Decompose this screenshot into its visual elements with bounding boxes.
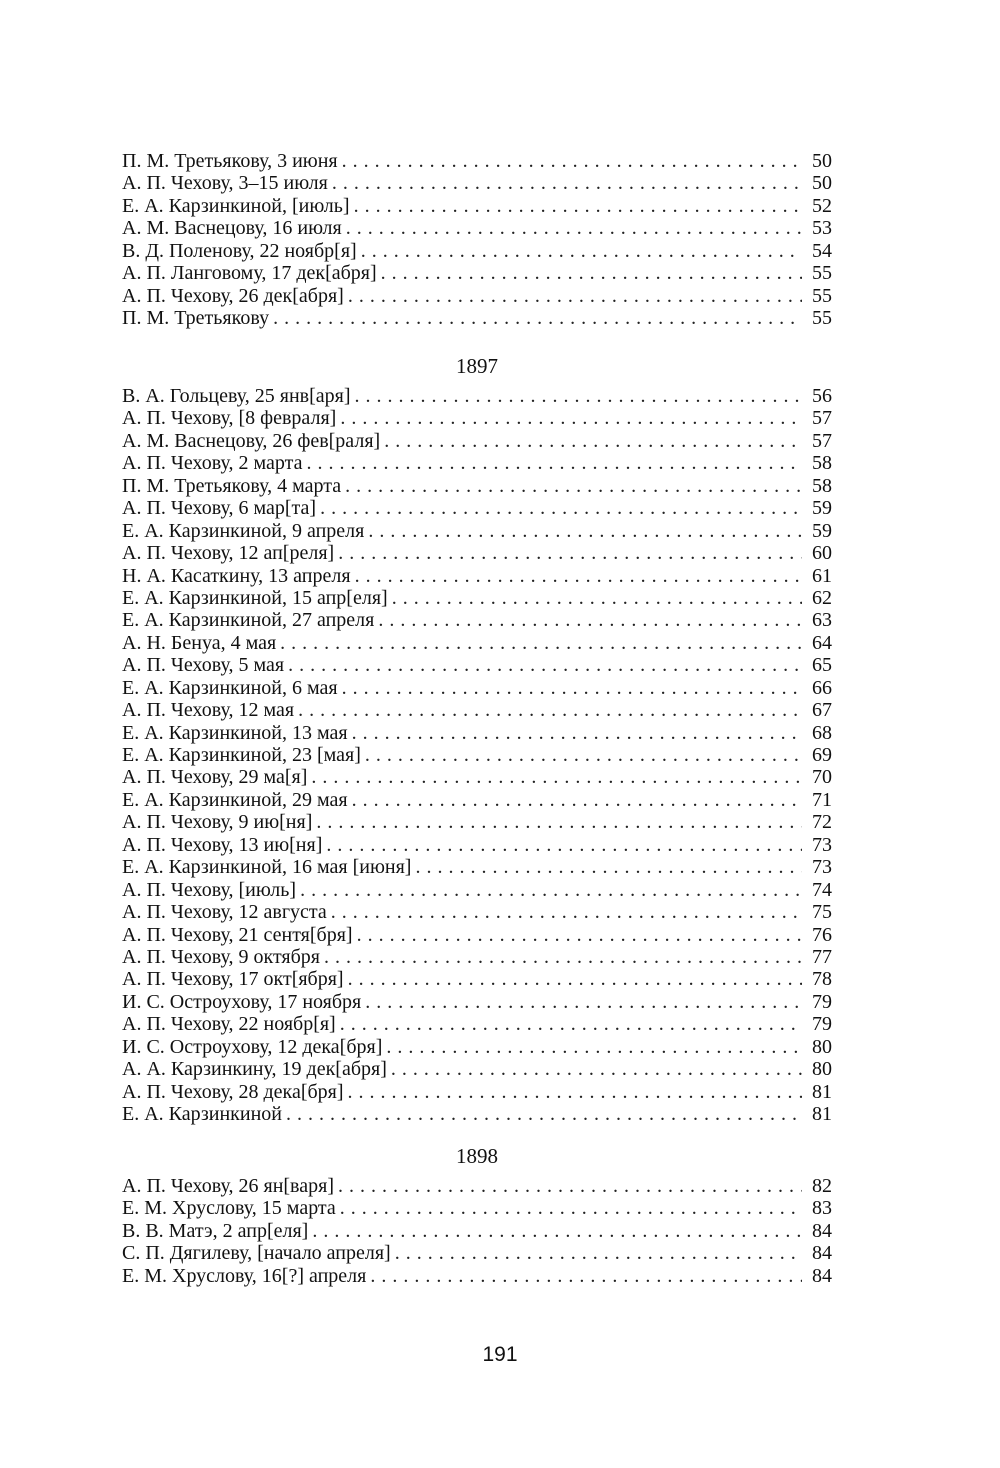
- toc-entry: [122, 1220, 832, 1242]
- toc-entry: [122, 262, 832, 284]
- toc-entry-label: А. П. Чехову, 5 мая: [122, 654, 285, 677]
- dot-leader: [378, 609, 802, 631]
- toc-entry-page: 83: [812, 1197, 832, 1220]
- dot-leader: [307, 452, 803, 474]
- dot-leader: [354, 195, 802, 217]
- toc-entry-page: 76: [812, 923, 832, 946]
- toc-entry: [122, 430, 832, 452]
- toc-entry-label: В. Д. Поленову, 22 ноябр[я]: [122, 239, 357, 262]
- toc-entry: [122, 744, 832, 766]
- toc-entry-page: 80: [812, 1035, 832, 1058]
- dot-leader: [300, 879, 802, 901]
- toc-entry-page: 71: [812, 788, 832, 811]
- dot-leader: [331, 901, 802, 923]
- toc-entry: [122, 924, 832, 946]
- dot-leader: [357, 924, 802, 946]
- toc-entry-page: 52: [812, 194, 832, 217]
- dot-leader: [346, 217, 802, 239]
- dot-leader: [340, 1013, 802, 1035]
- page-number: 191: [482, 1343, 518, 1366]
- dot-leader: [312, 1220, 802, 1242]
- toc-entry-page: 79: [812, 990, 832, 1013]
- toc-section-1897: [122, 355, 832, 1125]
- dot-leader: [368, 520, 802, 542]
- toc-entry-label: С. П. Дягилеву, [начало апреля]: [122, 1242, 391, 1265]
- toc-entry: [122, 766, 832, 788]
- toc-entry: [122, 1265, 832, 1287]
- toc-entry-label: А. П. Чехову, 22 ноябр[я]: [122, 1013, 336, 1036]
- toc-entry-label: А. П. Чехову, 9 октября: [122, 945, 320, 968]
- dot-leader: [316, 811, 802, 833]
- toc-entry: [122, 654, 832, 676]
- toc-entry: [122, 1058, 832, 1080]
- toc-entry-page: 58: [812, 452, 832, 475]
- toc-entry-label: А. П. Чехову, 26 ян[варя]: [122, 1175, 334, 1197]
- toc-entry-page: 84: [812, 1242, 832, 1265]
- toc-entry-page: 80: [812, 1058, 832, 1081]
- dot-leader: [384, 430, 802, 452]
- toc-entry: [122, 1242, 832, 1264]
- toc-entry-page: 57: [812, 407, 832, 430]
- toc-entry-label: А. П. Чехову, 29 ма[я]: [122, 766, 308, 789]
- toc-entry-label: Е. А. Карзинкиной, 15 апр[еля]: [122, 586, 388, 609]
- toc-entry: [122, 285, 832, 307]
- toc-entry-page: 61: [812, 564, 832, 587]
- toc-entry-label: И. С. Остроухову, 17 ноября: [122, 990, 362, 1013]
- toc-entry-page: 84: [812, 1219, 832, 1242]
- toc-entry: [122, 856, 832, 878]
- toc-entry: [122, 879, 832, 901]
- toc-entry: [122, 520, 832, 542]
- toc-entry: [122, 811, 832, 833]
- dot-leader: [415, 856, 802, 878]
- toc-entry-page: 67: [812, 699, 832, 722]
- toc-entry-label: А. М. Васнецову, 16 июля: [122, 217, 342, 240]
- toc-entry-label: Е. А. Карзинкиной, 16 мая [июня]: [122, 856, 412, 879]
- toc-entry: [122, 565, 832, 587]
- toc-entry: [122, 195, 832, 217]
- toc-entry-page: 64: [812, 631, 832, 654]
- toc-entry-label: А. П. Чехову, 28 дека[бря]: [122, 1080, 344, 1103]
- toc-entry-page: 56: [812, 385, 832, 407]
- toc-entry: [122, 677, 832, 699]
- toc-entry-page: 62: [812, 586, 832, 609]
- toc-entry-page: 50: [812, 150, 832, 172]
- dot-leader: [361, 240, 802, 262]
- toc-entry: [122, 1175, 832, 1197]
- toc-entry-page: 77: [812, 945, 832, 968]
- toc-entry-page: 79: [812, 1013, 832, 1036]
- toc-entry-label: Е. А. Карзинкиной: [122, 1103, 282, 1125]
- dot-leader: [348, 968, 802, 990]
- toc-entry-label: П. М. Третьякову, 4 марта: [122, 474, 342, 497]
- dot-leader: [365, 991, 802, 1013]
- toc-entry: [122, 475, 832, 497]
- toc-entry-label: А. П. Чехову, 9 ию[ня]: [122, 811, 313, 834]
- toc-entry-label: Е. М. Хруслову, 15 марта: [122, 1197, 336, 1220]
- toc-entry-label: А. П. Чехову, 2 марта: [122, 452, 303, 475]
- dot-leader: [340, 1197, 802, 1219]
- toc-entry-page: 69: [812, 744, 832, 766]
- toc-entry: [122, 699, 832, 721]
- toc-entry-label: А. П. Чехову, 13 ию[ня]: [122, 833, 323, 856]
- toc-entry-page: 72: [812, 811, 832, 834]
- toc-entry: [122, 407, 832, 429]
- toc-entry: [122, 452, 832, 474]
- toc-entry: [122, 968, 832, 990]
- toc-section-1898: [122, 1145, 832, 1287]
- toc-entry-page: 73: [812, 833, 832, 856]
- toc-entry-page: 55: [812, 307, 832, 330]
- dot-leader: [348, 285, 802, 307]
- toc-entry: [122, 587, 832, 609]
- toc-entry: [122, 497, 832, 519]
- toc-entry-label: А. П. Чехову, 21 сентя[бря]: [122, 923, 353, 946]
- toc-entry-label: А. П. Чехову, 26 дек[абря]: [122, 284, 344, 307]
- toc-entry: [122, 632, 832, 654]
- toc-entry-label: А. П. Чехову, 12 ап[реля]: [122, 542, 335, 565]
- dot-leader: [381, 262, 802, 284]
- toc-entry-label: В. А. Гольцеву, 25 янв[аря]: [122, 385, 351, 407]
- toc-entry: [122, 385, 832, 407]
- toc-entry-page: 78: [812, 968, 832, 991]
- toc-entry-label: А. П. Чехову, 12 мая: [122, 699, 295, 722]
- toc-entry-label: В. В. Матэ, 2 апр[еля]: [122, 1219, 309, 1242]
- toc-entry-label: Е. А. Карзинкиной, 29 мая: [122, 788, 348, 811]
- dot-leader: [298, 699, 802, 721]
- toc-entry-label: А. П. Чехову, [8 февраля]: [122, 407, 337, 430]
- toc-entry-label: А. Н. Бенуа, 4 мая: [122, 631, 277, 654]
- toc-entry-page: 63: [812, 609, 832, 632]
- toc-entry: [122, 1036, 832, 1058]
- toc-entry-label: Е. А. Карзинкиной, 13 мая: [122, 721, 348, 744]
- toc-entry: [122, 542, 832, 564]
- dot-leader: [365, 744, 802, 766]
- toc-entry: [122, 217, 832, 239]
- toc-entry-label: А. П. Чехову, 17 окт[ября]: [122, 968, 344, 991]
- toc-entry-page: 84: [812, 1264, 832, 1287]
- dot-leader: [338, 542, 802, 564]
- toc-entry-label: А. П. Чехову, 12 августа: [122, 901, 327, 924]
- toc-entry: [122, 1103, 832, 1125]
- toc-entry-label: Е. А. Карзинкиной, [июль]: [122, 194, 350, 217]
- dot-leader: [352, 722, 802, 744]
- dot-leader: [386, 1036, 802, 1058]
- toc-entry-page: 65: [812, 654, 832, 677]
- dot-leader: [345, 475, 802, 497]
- toc-entry: [122, 172, 832, 194]
- toc-entry: [122, 1013, 832, 1035]
- year-heading: 1897: [456, 354, 498, 378]
- toc-entry: [122, 722, 832, 744]
- toc-entry-page: 73: [812, 856, 832, 879]
- dot-leader: [273, 307, 802, 329]
- toc-entry-label: Е. А. Карзинкиной, 6 мая: [122, 676, 338, 699]
- dot-leader: [342, 677, 802, 699]
- dot-leader: [320, 497, 802, 519]
- toc-entry-label: Е. А. Карзинкиной, 23 [мая]: [122, 744, 361, 766]
- dot-leader: [288, 654, 802, 676]
- toc-entry: [122, 1081, 832, 1103]
- toc-entry-label: Е. М. Хруслову, 16[?] апреля: [122, 1264, 367, 1287]
- dot-leader: [352, 789, 802, 811]
- toc-entry-page: 70: [812, 766, 832, 789]
- dot-leader: [370, 1265, 802, 1287]
- toc-entry-label: А. А. Карзинкину, 19 дек[абря]: [122, 1058, 387, 1081]
- dot-leader: [286, 1103, 802, 1125]
- toc-entry-label: Е. А. Карзинкиной, 27 апреля: [122, 609, 375, 632]
- toc-entry-label: Н. А. Касаткину, 13 апреля: [122, 564, 351, 587]
- dot-leader: [355, 385, 802, 407]
- toc-entry-label: А. П. Чехову, 6 мар[та]: [122, 497, 317, 520]
- dot-leader: [326, 834, 802, 856]
- dot-leader: [324, 946, 802, 968]
- dot-leader: [340, 407, 802, 429]
- toc-entry-page: 81: [812, 1103, 832, 1125]
- toc-entry-page: 57: [812, 429, 832, 452]
- toc-entry: [122, 240, 832, 262]
- dot-leader: [348, 1081, 802, 1103]
- toc-entry-label: А. М. Васнецову, 26 фев[раля]: [122, 429, 381, 452]
- toc-entry-label: А. П. Ланговому, 17 дек[абря]: [122, 262, 377, 285]
- toc-entry-page: 81: [812, 1080, 832, 1103]
- toc-entry-page: 60: [812, 542, 832, 565]
- toc-entry-label: И. С. Остроухову, 12 дека[бря]: [122, 1035, 383, 1058]
- toc-entry-page: 74: [812, 878, 832, 901]
- dot-leader: [391, 1058, 802, 1080]
- dot-leader: [395, 1242, 802, 1264]
- dot-leader: [342, 150, 802, 172]
- toc-entry-page: 75: [812, 901, 832, 924]
- toc-entry-page: 59: [812, 497, 832, 520]
- dot-leader: [392, 587, 802, 609]
- toc-entry: [122, 834, 832, 856]
- toc-entry-label: П. М. Третьякову, 3 июня: [122, 150, 338, 172]
- toc-entry-page: 53: [812, 217, 832, 240]
- toc-entry: [122, 1197, 832, 1219]
- dot-leader: [338, 1175, 802, 1197]
- toc-entry-page: 54: [812, 239, 832, 262]
- dot-leader: [280, 632, 802, 654]
- toc-entry-page: 55: [812, 262, 832, 285]
- toc-entry-page: 66: [812, 676, 832, 699]
- dot-leader: [311, 766, 802, 788]
- toc-entry-page: 50: [812, 172, 832, 195]
- toc-entry-label: А. П. Чехову, [июль]: [122, 878, 297, 901]
- dot-leader: [332, 172, 802, 194]
- toc-entry: [122, 609, 832, 631]
- dot-leader: [355, 565, 802, 587]
- toc-entry-label: А. П. Чехову, 3–15 июля: [122, 172, 328, 195]
- toc-entry: [122, 307, 832, 329]
- toc-entry-page: 68: [812, 721, 832, 744]
- toc-entry: [122, 946, 832, 968]
- toc-section-1896: [122, 150, 832, 330]
- toc-entry-page: 59: [812, 519, 832, 542]
- toc-entry-label: Е. А. Карзинкиной, 9 апреля: [122, 519, 365, 542]
- toc-entry: [122, 150, 832, 172]
- toc-entry-page: 58: [812, 474, 832, 497]
- toc-entry-page: 55: [812, 284, 832, 307]
- toc-entry-page: 82: [812, 1175, 832, 1197]
- toc-entry-label: П. М. Третьякову: [122, 307, 270, 330]
- toc-entry: [122, 901, 832, 923]
- year-heading: 1898: [456, 1144, 498, 1168]
- toc-entry: [122, 789, 832, 811]
- toc-entry: [122, 991, 832, 1013]
